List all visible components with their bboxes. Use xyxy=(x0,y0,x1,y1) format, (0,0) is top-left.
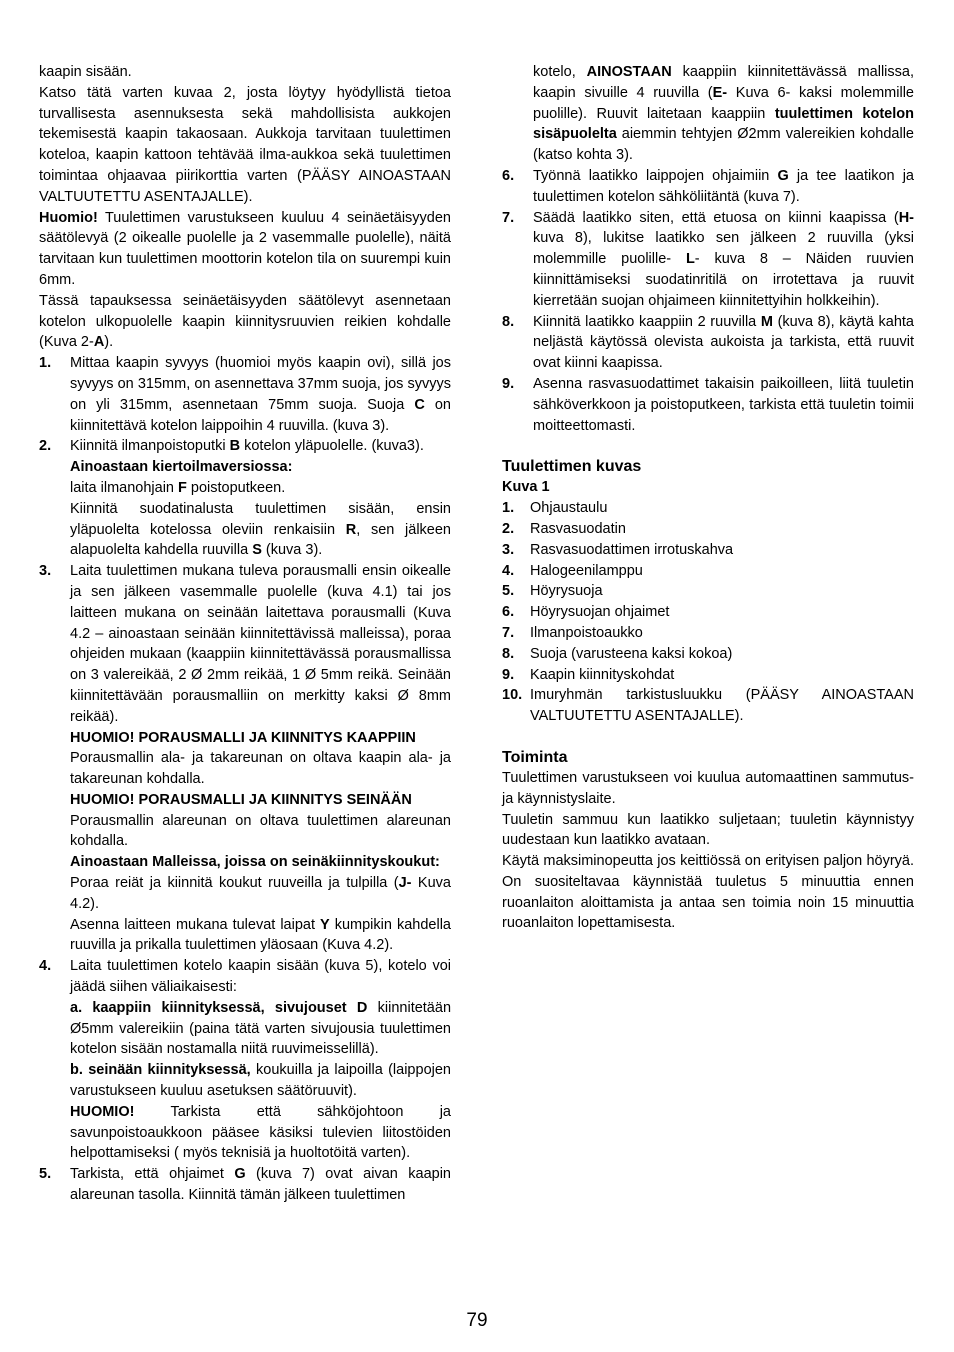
ref-letter: M xyxy=(760,313,773,330)
step-text xyxy=(533,312,914,374)
emphasis: tuulettimen kotelon sisäpuolelta xyxy=(533,105,914,143)
step-7 xyxy=(502,208,914,312)
parts-list xyxy=(502,498,914,727)
list-item xyxy=(502,644,914,665)
ref-letter: F xyxy=(178,479,187,496)
list-item-text: Höyrysuojan ohjaimet xyxy=(530,604,670,621)
step-5-continued xyxy=(502,62,914,166)
paragraph xyxy=(39,291,451,353)
ref-letter: G xyxy=(777,167,789,184)
list-item xyxy=(502,623,914,644)
list-item xyxy=(502,602,914,623)
text: Kuva 6- kaksi molemmille puolille). Ruuvit laitetaan kaappiin xyxy=(533,84,914,122)
text: koukuilla ja laipoilla (laippojen varustukseen kuuluu asetuksen säätöruuvit). xyxy=(70,1062,451,1100)
text: - kuva 8 – Näiden ruuvien kiinnittämiseksi suodatinritilä on irrotettava ja ruuvit kierretään suojan ohjaimeen kiinnitettyihin holkkeihin). xyxy=(533,251,914,309)
subheading: b. seinään kiinnityksessä, xyxy=(70,1062,251,1079)
step-text xyxy=(533,208,914,312)
list-item-text: Suoja (varusteena kaksi kokoa) xyxy=(530,645,733,662)
list-item xyxy=(502,581,914,602)
text: Laita tuulettimen mukana tuleva porausmalli ensin oikealle ja sen jälkeen vasemmalle puolelle (kuva 4.1) tai jos laitteen mukana on seinään laitettava porausmalli (Kuva 4.2 – ainoastaan seinään kiinnitettävissä malleissa), poraa ohjeiden mukaan (kaappiin kiinnitettävässä porausmallissa on 3 valereikää, 2 Ø 2mm reikää, 1 Ø 5mm reikä. Seinään kiinnitettävään porausmalliin on merkitty kaksi Ø 8mm reikää). xyxy=(70,563,451,725)
step-number: 2. xyxy=(39,438,52,455)
note-label: Huomio! xyxy=(39,209,98,226)
text: Kiinnitä laatikko kaappiin 2 ruuvilla xyxy=(533,313,761,330)
text: kumpikin kahdella ruuvilla ja prikalla tuulettimen yläosaan (Kuva 4.2). xyxy=(70,916,451,954)
ref-letter: H- xyxy=(898,209,914,226)
note-label: HUOMIO! xyxy=(70,1103,135,1120)
list-item-text: Rasvasuodattimen irrotuskahva xyxy=(530,541,734,558)
list-item xyxy=(502,498,914,519)
step-text xyxy=(533,374,914,436)
step-number: 1. xyxy=(39,355,52,372)
ref-letter: G xyxy=(234,1166,246,1183)
text: laita ilmanohjain xyxy=(70,479,179,496)
paragraph xyxy=(39,208,451,291)
text: aiemmin tehtyjen Ø2mm valereikien kohdalle (katso kohta 3). xyxy=(533,126,914,164)
step-text xyxy=(70,436,451,561)
step-number: 9. xyxy=(502,375,515,392)
ref-letter: E- xyxy=(712,84,728,101)
list-item xyxy=(502,540,914,561)
step-text xyxy=(70,353,451,436)
subheading: a. kaappiin kiinnityksessä, sivujouset D xyxy=(70,999,368,1016)
text: Asenna rasvasuodattimet takaisin paikoilleen, liitä tuuletin sähköverkkoon ja poistoputkeen, tarkista että tuuletin toimii moitteettomasti. xyxy=(533,375,914,434)
ref-letter: R xyxy=(345,521,357,538)
right-column xyxy=(502,62,914,934)
text: Tässä tapauksessa seinäetäisyyden säätölevyt asennetaan kotelon ulkopuolelle kaapin kiinnitysruuvien reikien kohdalle (Kuva 2- xyxy=(39,292,451,351)
text: Poraa reiät ja kiinnitä koukut ruuveilla ja tulpilla ( xyxy=(70,875,399,892)
list-item-number: 3. xyxy=(502,541,515,558)
emphasis: AINOSTAAN xyxy=(586,64,672,80)
step-4 xyxy=(39,956,451,1164)
paragraph: kaapin sisään. xyxy=(39,64,132,80)
text: ja tee laatikon ja tuulettimen kotelon sähköliitäntä (kuva 7). xyxy=(533,167,914,205)
text: Kuva 4.2). xyxy=(70,875,451,912)
text: poistoputkeen. xyxy=(186,479,286,496)
figure-label: Kuva 1 xyxy=(502,479,550,496)
step-1 xyxy=(39,353,451,436)
text: Tarkista että sähköjohtoon ja savunpoistoaukkoon pääsee käsiksi tulevien liitostöiden helpottamiseksi ( myös teknisiä ja huoltotöitä varten). xyxy=(70,1103,451,1162)
text: , sen jälkeen alapuolelta kahdella ruuvilla xyxy=(70,521,451,559)
list-item-text: Imuryhmän tarkistusluukku (PÄÄSY AINOASTAAN VALTUUTETTU ASENTAJALLE). xyxy=(530,687,914,725)
text: Säädä laatikko siten, että etuosa on kiinni kaapissa ( xyxy=(533,209,899,226)
list-item-text: Kaapin kiinnityskohdat xyxy=(530,666,675,683)
paragraph: Katso tätä varten kuvaa 2, josta löytyy hyödyllistä tietoa turvallisesta asennuksesta sekä mahdollisista aukkojen tekemisestä kaapin takaosaan. Aukkoja tarvitaan tuulettimen koteloa, kaapin kattoon tehtävää ilma-aukkoa sekä tuulettimen toimintaa ohjaavaa piirikorttia varten (PÄÄSY AINOASTAAN VALTUUTETTU ASENTAJALLE). xyxy=(39,84,451,205)
text: Kiinnitä ilmanpoistoputki xyxy=(70,438,230,455)
section-title: Tuulettimen kuvas xyxy=(502,458,642,476)
ref-letter: A xyxy=(93,334,105,351)
text: Kiinnitä suodatinalusta tuulettimen sisään, ensin yläpuolelta kotelossa oleviin renkaisiin xyxy=(70,500,451,538)
step-number: 5. xyxy=(39,1166,52,1183)
text: (kuva 7) ovat aivan kaapin alareunan tasolla. Kiinnitä tämän jälkeen tuulettimen xyxy=(70,1166,451,1204)
text: (kuva 8), käytä kahta neljästä käytössä olevista aukoista ja tarkista, että ruuvit ovat kiinni kaapissa. xyxy=(533,313,914,372)
step-6 xyxy=(502,166,914,208)
step-number: 6. xyxy=(502,167,515,184)
subheading: HUOMIO! PORAUSMALLI JA KIINNITYS SEINÄÄN xyxy=(70,791,412,808)
step-text xyxy=(70,956,451,1164)
text: kotelon yläpuolelle. (kuva3). xyxy=(240,438,424,455)
ref-letter: J- xyxy=(398,875,412,892)
text: kuva 8), lukitse laatikko sen jälkeen 2 ruuvilla (yksi molemmille puolille- xyxy=(533,230,914,268)
step-number: 7. xyxy=(502,209,515,226)
step-text xyxy=(70,1164,451,1206)
list-item-number: 2. xyxy=(502,520,515,537)
step-text xyxy=(533,166,914,208)
step-8 xyxy=(502,312,914,374)
step-number: 8. xyxy=(502,313,515,330)
step-text xyxy=(533,62,914,166)
list-item-number: 1. xyxy=(502,500,515,517)
list-item-text: Ohjaustaulu xyxy=(530,500,608,517)
step-3 xyxy=(39,561,451,956)
list-item xyxy=(502,519,914,540)
list-item-text: Ilmanpoistoaukko xyxy=(530,624,643,641)
ref-letter: B xyxy=(229,438,241,455)
ref-letter: S xyxy=(252,542,262,559)
list-item-number: 6. xyxy=(502,604,515,621)
left-column xyxy=(39,62,451,1206)
step-number-blank xyxy=(502,62,533,166)
text: kotelo, xyxy=(533,64,587,80)
list-item-number: 7. xyxy=(502,624,515,641)
text: Tuulettimen varustukseen kuuluu 4 seinäetäisyyden säätölevyä (2 oikealle puolelle ja 2 vasemmalle puolelle), näitä tarvitaan kun tuulettimen moottorin kotelon tila on suurempi kuin 6mm. xyxy=(39,209,451,288)
list-item xyxy=(502,561,914,582)
step-5 xyxy=(39,1164,451,1206)
subheading: Ainoastaan kiertoilmaversiossa: xyxy=(70,459,293,476)
step-9 xyxy=(502,374,914,436)
paragraph: Käytä maksiminopeutta jos keittiössä on erityisen paljon höyryä. On suositeltavaa käynnistää tuuletus 5 minuuttia ennen ruoanlaiton aloittamista ja antaa sen toimia noin 15 minuuttia ruoanlaiton lopettamisesta. xyxy=(502,853,914,932)
list-item xyxy=(502,685,914,727)
page-number: 79 xyxy=(466,1310,488,1331)
text: Porausmallin ala- ja takareunan on oltava kaapin ala- ja takareunan kohdalla. xyxy=(70,750,451,788)
text: kaappiin kiinnitettävässä mallissa, kaapin sivuille 4 ruuvilla ( xyxy=(533,64,914,101)
subheading: HUOMIO! PORAUSMALLI JA KIINNITYS KAAPPIIN xyxy=(70,729,416,746)
ref-letter: C xyxy=(414,396,425,413)
text: Mittaa kaapin syvyys (huomioi myös kaapin ovi), sillä jos syvyys on 315mm, on asennettava 37mm suoja, jos syvyys on yli 315mm, asennetaan 75mm suoja. Suoja xyxy=(70,355,451,413)
ref-letter: Y xyxy=(320,916,330,933)
text: (kuva 3). xyxy=(261,542,323,559)
text: Työnnä laatikko laippojen ohjaimiin xyxy=(533,167,778,184)
text: kiinnitetään Ø5mm valereikiin (paina tätä varten sivujousia tuulettimen kotelon sisään nostamalla niitä ruuvimeisselillä). xyxy=(70,999,452,1058)
text: Porausmallin alareunan on oltava tuulettimen alareunan kohdalla. xyxy=(70,812,451,850)
step-number: 3. xyxy=(39,563,52,580)
text: Asenna laitteen mukana tulevat laipat xyxy=(70,916,321,933)
list-item-number: 4. xyxy=(502,562,515,579)
step-number: 4. xyxy=(39,958,52,975)
step-2 xyxy=(39,436,451,561)
text: Tarkista, että ohjaimet xyxy=(70,1166,235,1183)
subheading: Ainoastaan Malleissa, joissa on seinäkiinnityskoukut: xyxy=(70,854,440,871)
text: Laita tuulettimen kotelo kaapin sisään (kuva 5), kotelo voi jäädä siihen väliaikaisesti: xyxy=(70,958,451,996)
paragraph: Tuulettimen varustukseen voi kuulua automaattinen sammutus- ja käynnistyslaite. xyxy=(502,769,914,807)
list-item-number: 8. xyxy=(502,645,515,662)
list-item-number: 9. xyxy=(502,666,515,683)
section-title: Toiminta xyxy=(502,748,568,766)
list-item-number: 10. xyxy=(502,687,523,704)
step-text xyxy=(70,561,451,956)
text: ). xyxy=(104,334,114,351)
list-item-text: Höyrysuoja xyxy=(530,583,603,600)
text: on kiinnitettävä kotelon laippoihin 4 ruuvilla. (kuva 3). xyxy=(70,396,451,434)
list-item-number: 5. xyxy=(502,583,515,600)
list-item xyxy=(502,665,914,686)
ref-letter: L xyxy=(685,251,695,268)
list-item-text: Rasvasuodatin xyxy=(530,520,626,537)
list-item-text: Halogeenilamppu xyxy=(530,562,643,579)
paragraph: Tuuletin sammuu kun laatikko suljetaan; tuuletin käynnistyy uudestaan kun laatikko avataan. xyxy=(502,811,914,849)
